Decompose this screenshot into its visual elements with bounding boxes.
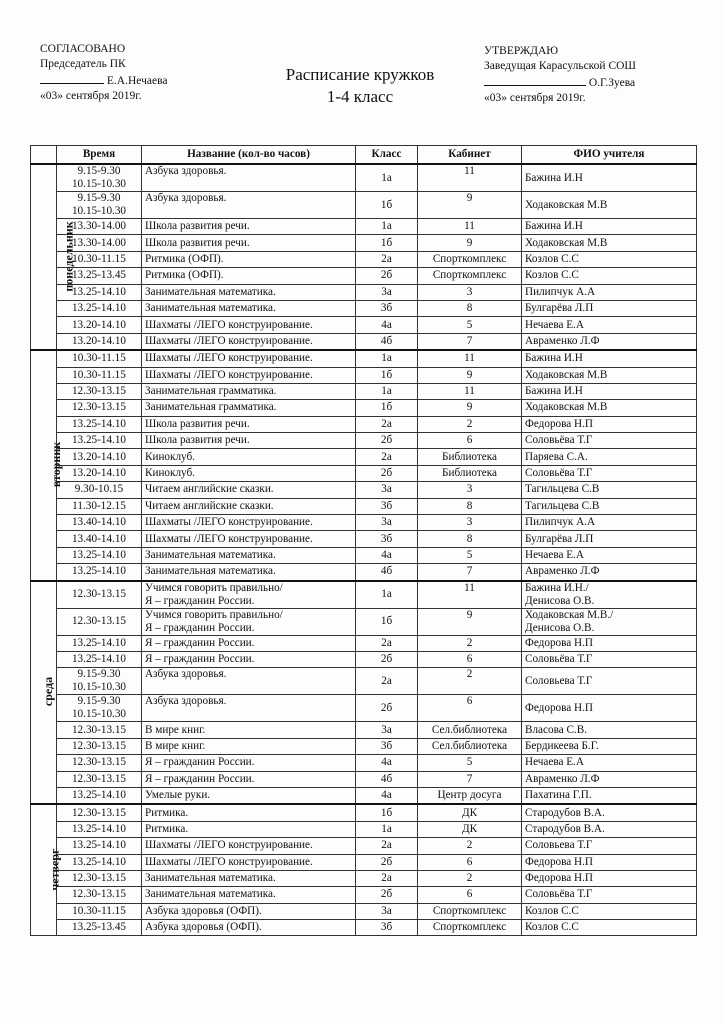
table-row: [31, 564, 697, 581]
cell-class: 2б: [356, 887, 418, 903]
cell-teacher: Нечаева Е.А: [522, 317, 697, 333]
cell-class: 1б: [356, 608, 418, 635]
date-right: «03» сентября 2019г.: [484, 92, 586, 104]
cell-name: Я – гражданин России.: [142, 635, 356, 651]
cell-name: Учимся говорить правильно/ Я – гражданин России.: [142, 608, 356, 635]
cell-teacher: Соловьёва Т.Г: [522, 651, 697, 667]
cell-room: 3: [418, 515, 522, 531]
cell-time: 13.20-14.10: [57, 449, 142, 465]
cell-time: 13.20-14.10: [57, 333, 142, 350]
cell-room: 7: [418, 771, 522, 787]
cell-name: Азбука здоровья.: [142, 164, 356, 192]
cell-name: Занимательная грамматика.: [142, 400, 356, 416]
cell-class: 2а: [356, 838, 418, 854]
cell-teacher: Тагильцева С.В: [522, 498, 697, 514]
cell-teacher: Соловьева Т.Г: [522, 668, 697, 695]
cell-time: 12.30-13.15: [57, 608, 142, 635]
header-room: Кабинет: [418, 146, 522, 165]
table-row: [31, 482, 697, 498]
cell-name: Азбука здоровья.: [142, 695, 356, 722]
cell-room: 2: [418, 635, 522, 651]
cell-teacher: Авраменко Л.Ф: [522, 771, 697, 787]
table-row: [31, 804, 697, 821]
cell-name: Занимательная математика.: [142, 300, 356, 316]
cell-teacher: Булгарёва Л.П: [522, 531, 697, 547]
cell-class: 4б: [356, 771, 418, 787]
signature-mark-right: [484, 74, 586, 86]
cell-room: Библиотека: [418, 449, 522, 465]
table-row: [31, 695, 697, 722]
director-label: Заведущая Карасульской СОШ: [484, 60, 637, 72]
cell-name: Школа развития речи.: [142, 416, 356, 432]
day-name: четверг: [47, 848, 62, 891]
cell-time: 13.25-14.10: [57, 787, 142, 804]
union-chair-label: Председатель ПК: [40, 58, 126, 70]
table-row: [31, 547, 697, 563]
cell-time: 13.25-14.10: [57, 821, 142, 837]
cell-time: 10.30-11.15: [57, 903, 142, 919]
table-row: [31, 192, 697, 219]
cell-name: Школа развития речи.: [142, 433, 356, 449]
day-label: [31, 804, 62, 936]
cell-time: 12.30-13.15: [57, 581, 142, 609]
table-row: [31, 433, 697, 449]
table-row: [31, 164, 697, 192]
cell-teacher: Козлов С.С: [522, 268, 697, 284]
cell-name: В мире книг.: [142, 722, 356, 738]
cell-time: 12.30-13.15: [57, 400, 142, 416]
cell-name: Я – гражданин России.: [142, 755, 356, 771]
cell-time: 10.30-11.15: [57, 367, 142, 383]
cell-name: Ритмика.: [142, 804, 356, 821]
cell-class: 2а: [356, 449, 418, 465]
cell-room: 9: [418, 192, 522, 219]
cell-time: 13.25-14.10: [57, 651, 142, 667]
cell-class: 2а: [356, 635, 418, 651]
table-row: [31, 608, 697, 635]
cell-room: Сел.библиотека: [418, 722, 522, 738]
table-row: [31, 300, 697, 316]
cell-name: Школа развития речи.: [142, 235, 356, 251]
cell-room: 3: [418, 482, 522, 498]
cell-name: Азбука здоровья (ОФП).: [142, 903, 356, 919]
cell-room: 9: [418, 400, 522, 416]
cell-teacher: Козлов С.С: [522, 920, 697, 936]
cell-time: 9.15-9.30 10.15-10.30: [57, 164, 142, 192]
cell-class: 1а: [356, 164, 418, 192]
approved-label: СОГЛАСОВАНО: [40, 43, 126, 55]
signature-line-left: [40, 72, 167, 89]
cell-time: 13.25-14.10: [57, 564, 142, 581]
cell-time: 13.25-13.45: [57, 920, 142, 936]
table-row: [31, 416, 697, 432]
cell-teacher: Авраменко Л.Ф: [522, 564, 697, 581]
cell-time: 12.30-13.15: [57, 804, 142, 821]
cell-room: 2: [418, 870, 522, 886]
cell-class: 3б: [356, 738, 418, 754]
cell-room: Спорткомплекс: [418, 251, 522, 267]
table-row: [31, 722, 697, 738]
cell-teacher: Ходаковская М.В: [522, 192, 697, 219]
cell-name: Азбука здоровья.: [142, 668, 356, 695]
cell-teacher: Соловьёва Т.Г: [522, 465, 697, 481]
cell-class: 1а: [356, 821, 418, 837]
day-name: понедельник: [61, 221, 76, 292]
table-row: [31, 219, 697, 235]
cell-room: 11: [418, 219, 522, 235]
cell-class: 2б: [356, 854, 418, 870]
header-class: Класс: [356, 146, 418, 165]
cell-room: 2: [418, 416, 522, 432]
cell-teacher: Тагильцева С.В: [522, 482, 697, 498]
signature-line-right: [484, 74, 636, 91]
cell-teacher: Федорова Н.П: [522, 416, 697, 432]
cell-name: Шахматы /ЛЕГО конструирование.: [142, 838, 356, 854]
table-row: [31, 465, 697, 481]
cell-name: Шахматы /ЛЕГО конструирование.: [142, 333, 356, 350]
cell-room: 7: [418, 564, 522, 581]
cell-class: 1б: [356, 804, 418, 821]
cell-class: 1а: [356, 350, 418, 367]
cell-class: 3а: [356, 722, 418, 738]
cell-class: 3а: [356, 515, 418, 531]
cell-teacher: Козлов С.С: [522, 251, 697, 267]
cell-time: 13.25-14.10: [57, 838, 142, 854]
cell-room: ДК: [418, 804, 522, 821]
signature-name-left: Е.А.Нечаева: [106, 75, 168, 87]
cell-time: 13.30-14.00: [57, 235, 142, 251]
cell-class: 4а: [356, 755, 418, 771]
cell-time: 12.30-13.15: [57, 738, 142, 754]
cell-room: 5: [418, 547, 522, 563]
table-row: [31, 235, 697, 251]
cell-teacher: Федорова Н.П: [522, 870, 697, 886]
cell-class: 3а: [356, 903, 418, 919]
schedule-body: [31, 164, 697, 936]
cell-time: 13.30-14.00: [57, 219, 142, 235]
cell-class: 2а: [356, 668, 418, 695]
cell-teacher: Ходаковская М.В: [522, 235, 697, 251]
cell-name: Занимательная математика.: [142, 547, 356, 563]
cell-teacher: Стародубов В.А.: [522, 821, 697, 837]
cell-time: 13.20-14.10: [57, 317, 142, 333]
table-row: [31, 317, 697, 333]
table-row: [31, 531, 697, 547]
cell-room: Спорткомплекс: [418, 268, 522, 284]
cell-name: Я – гражданин России.: [142, 651, 356, 667]
cell-time: 10.30-11.15: [57, 251, 142, 267]
table-row: [31, 581, 697, 609]
cell-teacher: Ходаковская М.В: [522, 400, 697, 416]
table-row: [31, 903, 697, 919]
cell-name: Занимательная математика.: [142, 887, 356, 903]
cell-room: 5: [418, 755, 522, 771]
table-row: [31, 787, 697, 804]
cell-name: Учимся говорить правильно/ Я – гражданин России.: [142, 581, 356, 609]
day-label: [31, 350, 64, 580]
cell-class: 2б: [356, 268, 418, 284]
cell-time: 9.15-9.30 10.15-10.30: [57, 192, 142, 219]
cell-teacher: Соловьева Т.Г: [522, 838, 697, 854]
table-header-row: [31, 146, 697, 165]
cell-class: 3а: [356, 284, 418, 300]
cell-time: 13.20-14.10: [57, 465, 142, 481]
cell-room: 6: [418, 887, 522, 903]
cell-name: В мире книг.: [142, 738, 356, 754]
day-name: вторник: [49, 442, 64, 488]
cell-name: Занимательная математика.: [142, 564, 356, 581]
cell-time: 12.30-13.15: [57, 887, 142, 903]
cell-teacher: Нечаева Е.А: [522, 755, 697, 771]
approval-block-left: [40, 42, 167, 104]
day-label: [31, 581, 57, 805]
cell-time: 9.30-10.15: [57, 482, 142, 498]
cell-name: Ритмика (ОФП).: [142, 251, 356, 267]
date-left: «03» сентября 2019г.: [40, 90, 142, 102]
cell-class: 1б: [356, 367, 418, 383]
table-row: [31, 383, 697, 399]
cell-class: 1б: [356, 400, 418, 416]
cell-class: 1а: [356, 219, 418, 235]
header-day: [31, 146, 57, 165]
table-row: [31, 738, 697, 754]
cell-name: Ритмика.: [142, 821, 356, 837]
approval-block-right: [484, 44, 636, 106]
cell-teacher: Соловьёва Т.Г: [522, 433, 697, 449]
header-time: Время: [57, 146, 142, 165]
cell-name: Умелые руки.: [142, 787, 356, 804]
table-row: [31, 251, 697, 267]
table-row: [31, 651, 697, 667]
table-row: [31, 887, 697, 903]
cell-room: 6: [418, 433, 522, 449]
cell-teacher: Бердикеева Б.Г.: [522, 738, 697, 754]
cell-name: Ритмика (ОФП).: [142, 268, 356, 284]
table-row: [31, 449, 697, 465]
table-row: [31, 400, 697, 416]
cell-name: Азбука здоровья.: [142, 192, 356, 219]
table-row: [31, 284, 697, 300]
cell-teacher: Авраменко Л.Ф: [522, 333, 697, 350]
table-row: [31, 333, 697, 350]
cell-name: Я – гражданин России.: [142, 771, 356, 787]
cell-teacher: Пилипчук А.А: [522, 515, 697, 531]
schedule-table: [30, 145, 697, 936]
cell-time: 13.25-14.10: [57, 547, 142, 563]
cell-room: Центр досуга: [418, 787, 522, 804]
table-row: [31, 854, 697, 870]
cell-room: Спорткомплекс: [418, 903, 522, 919]
cell-name: Шахматы /ЛЕГО конструирование.: [142, 531, 356, 547]
cell-name: Азбука здоровья (ОФП).: [142, 920, 356, 936]
cell-class: 2а: [356, 416, 418, 432]
cell-class: 4а: [356, 787, 418, 804]
cell-teacher: Козлов С.С: [522, 903, 697, 919]
cell-class: 1б: [356, 235, 418, 251]
table-row: [31, 821, 697, 837]
cell-room: 7: [418, 333, 522, 350]
table-row: [31, 771, 697, 787]
table-row: [31, 635, 697, 651]
signature-mark-left: [40, 72, 104, 84]
cell-name: Шахматы /ЛЕГО конструирование.: [142, 854, 356, 870]
cell-teacher: Власова С.В.: [522, 722, 697, 738]
cell-time: 13.25-13.45: [57, 268, 142, 284]
cell-class: 1а: [356, 383, 418, 399]
cell-time: 13.25-14.10: [57, 284, 142, 300]
cell-name: Занимательная математика.: [142, 870, 356, 886]
cell-name: Шахматы /ЛЕГО конструирование.: [142, 515, 356, 531]
table-row: [31, 755, 697, 771]
cell-time: 13.25-14.10: [57, 854, 142, 870]
table-row: [31, 268, 697, 284]
table-row: [31, 498, 697, 514]
table-row: [31, 515, 697, 531]
document-title: Расписание кружков: [285, 65, 435, 84]
cell-time: 13.25-14.10: [57, 416, 142, 432]
cell-teacher: Федорова Н.П: [522, 854, 697, 870]
cell-room: 11: [418, 164, 522, 192]
document-title-block: [240, 64, 480, 108]
cell-class: 1б: [356, 192, 418, 219]
cell-teacher: Федорова Н.П: [522, 695, 697, 722]
cell-time: 12.30-13.15: [57, 722, 142, 738]
cell-class: 1а: [356, 581, 418, 609]
cell-room: 9: [418, 235, 522, 251]
cell-teacher: Соловьёва Т.Г: [522, 887, 697, 903]
cell-time: 13.40-14.10: [57, 531, 142, 547]
cell-room: 11: [418, 350, 522, 367]
cell-time: 12.30-13.15: [57, 771, 142, 787]
header-teacher: ФИО учителя: [522, 146, 697, 165]
cell-teacher: Паряева С.А.: [522, 449, 697, 465]
cell-room: 6: [418, 854, 522, 870]
cell-class: 3б: [356, 300, 418, 316]
cell-class: 2а: [356, 870, 418, 886]
cell-time: 13.25-14.10: [57, 433, 142, 449]
cell-name: Читаем английские сказки.: [142, 482, 356, 498]
cell-time: 13.40-14.10: [57, 515, 142, 531]
cell-teacher: Федорова Н.П: [522, 635, 697, 651]
cell-name: Шахматы /ЛЕГО конструирование.: [142, 367, 356, 383]
cell-teacher: Нечаева Е.А: [522, 547, 697, 563]
cell-teacher: Бажина И.Н: [522, 164, 697, 192]
table-row: [31, 350, 697, 367]
cell-class: 3б: [356, 531, 418, 547]
cell-room: 2: [418, 668, 522, 695]
cell-room: 6: [418, 695, 522, 722]
cell-teacher: Бажина И.Н: [522, 383, 697, 399]
cell-time: 13.25-14.10: [57, 300, 142, 316]
day-name: среда: [41, 677, 56, 707]
header-name: Название (кол-во часов): [142, 146, 356, 165]
cell-class: 4а: [356, 317, 418, 333]
cell-class: 4б: [356, 333, 418, 350]
cell-room: 9: [418, 367, 522, 383]
cell-room: 6: [418, 651, 522, 667]
cell-name: Школа развития речи.: [142, 219, 356, 235]
cell-room: Библиотека: [418, 465, 522, 481]
cell-class: 2б: [356, 433, 418, 449]
cell-class: 4а: [356, 547, 418, 563]
table-row: [31, 367, 697, 383]
day-label: [31, 164, 76, 350]
cell-teacher: Пахатина Г.П.: [522, 787, 697, 804]
cell-room: Сел.библиотека: [418, 738, 522, 754]
cell-name: Читаем английские сказки.: [142, 498, 356, 514]
table-row: [31, 870, 697, 886]
document-subtitle: 1-4 класс: [326, 87, 394, 106]
cell-name: Киноклуб.: [142, 449, 356, 465]
cell-time: 9.15-9.30 10.15-10.30: [57, 695, 142, 722]
cell-room: 8: [418, 300, 522, 316]
cell-time: 13.25-14.10: [57, 635, 142, 651]
cell-name: Занимательная грамматика.: [142, 383, 356, 399]
cell-room: 2: [418, 838, 522, 854]
cell-class: 2а: [356, 251, 418, 267]
cell-time: 12.30-13.15: [57, 383, 142, 399]
cell-teacher: Бажина И.Н: [522, 219, 697, 235]
cell-teacher: Стародубов В.А.: [522, 804, 697, 821]
approve-label: УТВЕРЖДАЮ: [484, 45, 559, 57]
cell-teacher: Бажина И.Н./ Денисова О.В.: [522, 581, 697, 609]
cell-class: 2б: [356, 695, 418, 722]
cell-class: 3б: [356, 498, 418, 514]
table-row: [31, 838, 697, 854]
cell-room: 3: [418, 284, 522, 300]
cell-teacher: Ходаковская М.В./ Денисова О.В.: [522, 608, 697, 635]
cell-class: 4б: [356, 564, 418, 581]
cell-room: 11: [418, 383, 522, 399]
cell-name: Киноклуб.: [142, 465, 356, 481]
cell-room: 8: [418, 498, 522, 514]
cell-class: 3б: [356, 920, 418, 936]
cell-room: 5: [418, 317, 522, 333]
cell-time: 11.30-12.15: [57, 498, 142, 514]
cell-room: Спорткомплекс: [418, 920, 522, 936]
cell-name: Шахматы /ЛЕГО конструирование.: [142, 350, 356, 367]
cell-class: 2б: [356, 465, 418, 481]
cell-teacher: Бажина И.Н: [522, 350, 697, 367]
cell-class: 3а: [356, 482, 418, 498]
cell-time: 9.15-9.30 10.15-10.30: [57, 668, 142, 695]
cell-room: 11: [418, 581, 522, 609]
cell-teacher: Булгарёва Л.П: [522, 300, 697, 316]
cell-room: 8: [418, 531, 522, 547]
cell-room: ДК: [418, 821, 522, 837]
cell-name: Шахматы /ЛЕГО конструирование.: [142, 317, 356, 333]
cell-room: 9: [418, 608, 522, 635]
cell-teacher: Пилипчук А.А: [522, 284, 697, 300]
cell-time: 12.30-13.15: [57, 755, 142, 771]
table-row: [31, 920, 697, 936]
cell-time: 10.30-11.15: [57, 350, 142, 367]
cell-teacher: Ходаковская М.В: [522, 367, 697, 383]
cell-name: Занимательная математика.: [142, 284, 356, 300]
signature-name-right: О.Г.Зуева: [588, 77, 636, 89]
table-row: [31, 668, 697, 695]
cell-class: 2б: [356, 651, 418, 667]
cell-time: 12.30-13.15: [57, 870, 142, 886]
